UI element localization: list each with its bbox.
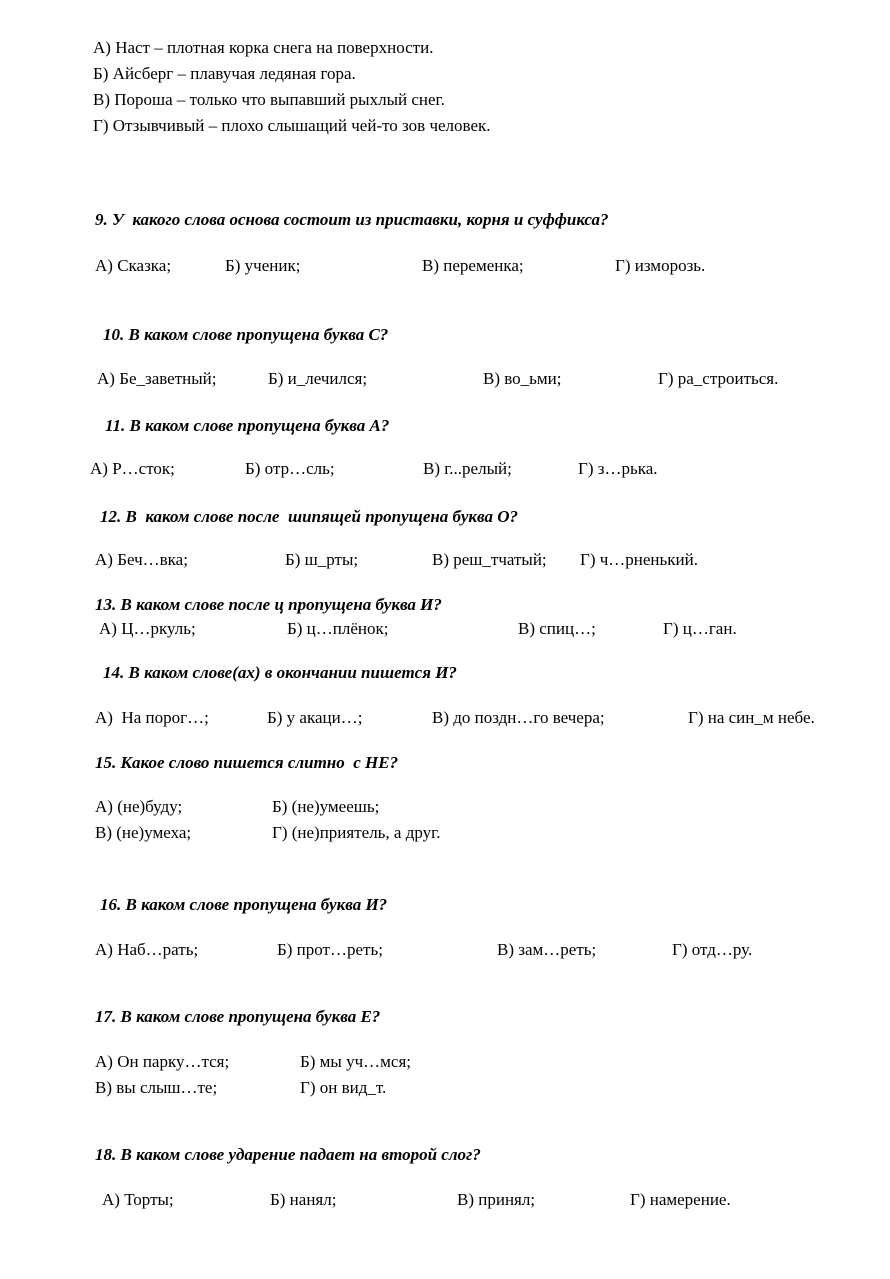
definition-line-b: Б) Айсберг – плавучая ледяная гора. bbox=[93, 64, 356, 83]
question-18-title: 18. В каком слове ударение падает на второй слог? bbox=[95, 1145, 481, 1164]
question-17-option-a: А) Он парку…тся; bbox=[95, 1052, 230, 1071]
question-10-option-a: А) Бе_заветный; bbox=[97, 369, 217, 388]
question-12-title: 12. В каком слове после шипящей пропущена буква О? bbox=[100, 507, 518, 526]
definition-line-a: А) Наст – плотная корка снега на поверхности. bbox=[93, 38, 434, 57]
question-10-option-b: Б) и_лечился; bbox=[268, 369, 368, 388]
question-14-option-g: Г) на син_м небе. bbox=[688, 708, 815, 727]
question-12-option-a: А) Беч…вка; bbox=[95, 550, 188, 569]
definition-line-v: В) Пороша – только что выпавший рыхлый снег. bbox=[93, 90, 445, 109]
question-16-option-v: В) зам…реть; bbox=[497, 940, 597, 959]
question-10-option-g: Г) ра_строиться. bbox=[658, 369, 779, 388]
question-15-option-a: А) (не)буду; bbox=[95, 797, 183, 816]
definition-line-g: Г) Отзывчивый – плохо слышащий чей-то зов человек. bbox=[93, 116, 491, 135]
question-18-option-b: Б) нанял; bbox=[270, 1190, 337, 1209]
question-17-title: 17. В каком слове пропущена буква Е? bbox=[95, 1007, 381, 1026]
question-18-option-a: А) Торты; bbox=[102, 1190, 174, 1209]
question-10-title: 10. В каком слове пропущена буква С? bbox=[103, 325, 389, 344]
question-15-option-b: Б) (не)умеешь; bbox=[272, 797, 380, 816]
question-16-title: 16. В каком слове пропущена буква И? bbox=[100, 895, 388, 914]
question-14-option-v: В) до поздн…го вечера; bbox=[432, 708, 605, 727]
question-17-option-b: Б) мы уч…мся; bbox=[300, 1052, 411, 1071]
question-14-option-b: Б) у акаци…; bbox=[267, 708, 363, 727]
question-16-option-b: Б) прот…реть; bbox=[277, 940, 383, 959]
question-18-option-v: В) принял; bbox=[457, 1190, 536, 1209]
question-12-option-v: В) реш_тчатый; bbox=[432, 550, 547, 569]
question-9-title: 9. У какого слова основа состоит из приставки, корня и суффикса? bbox=[95, 210, 609, 229]
question-16-option-g: Г) отд…ру. bbox=[672, 940, 753, 959]
question-9-option-g: Г) изморозь. bbox=[615, 256, 706, 275]
question-17-option-v: В) вы слыш…те; bbox=[95, 1078, 218, 1097]
question-12-option-b: Б) ш_рты; bbox=[285, 550, 359, 569]
question-17-option-g: Г) он вид_т. bbox=[300, 1078, 387, 1097]
question-13-option-a: А) Ц…ркуль; bbox=[99, 619, 196, 638]
question-11-title: 11. В каком слове пропущена буква А? bbox=[105, 416, 390, 435]
question-13-option-b: Б) ц…плёнок; bbox=[287, 619, 389, 638]
question-9-option-b: Б) ученик; bbox=[225, 256, 301, 275]
question-14-title: 14. В каком слове(ах) в окончании пишется И? bbox=[103, 663, 457, 682]
question-12-option-g: Г) ч…рненький. bbox=[580, 550, 698, 569]
question-11-option-b: Б) отр…сль; bbox=[245, 459, 335, 478]
question-15-option-v: В) (не)умеха; bbox=[95, 823, 192, 842]
question-13-option-g: Г) ц…ган. bbox=[663, 619, 737, 638]
question-11-option-a: А) Р…сток; bbox=[90, 459, 175, 478]
question-13-title: 13. В каком слове после ц пропущена буква И? bbox=[95, 595, 442, 614]
question-13-option-v: В) спиц…; bbox=[518, 619, 596, 638]
question-11-option-g: Г) з…рька. bbox=[578, 459, 658, 478]
question-11-option-v: В) г...релый; bbox=[423, 459, 512, 478]
question-9-option-v: В) переменка; bbox=[422, 256, 524, 275]
question-18-option-g: Г) намерение. bbox=[630, 1190, 731, 1209]
question-10-option-v: В) во_ьми; bbox=[483, 369, 562, 388]
question-9-option-a: А) Сказка; bbox=[95, 256, 172, 275]
question-15-option-g: Г) (не)приятель, а друг. bbox=[272, 823, 441, 842]
question-16-option-a: А) Наб…рать; bbox=[95, 940, 199, 959]
question-14-option-a: А) На порог…; bbox=[95, 708, 209, 727]
question-15-title: 15. Какое слово пишется слитно с НЕ? bbox=[95, 753, 399, 772]
